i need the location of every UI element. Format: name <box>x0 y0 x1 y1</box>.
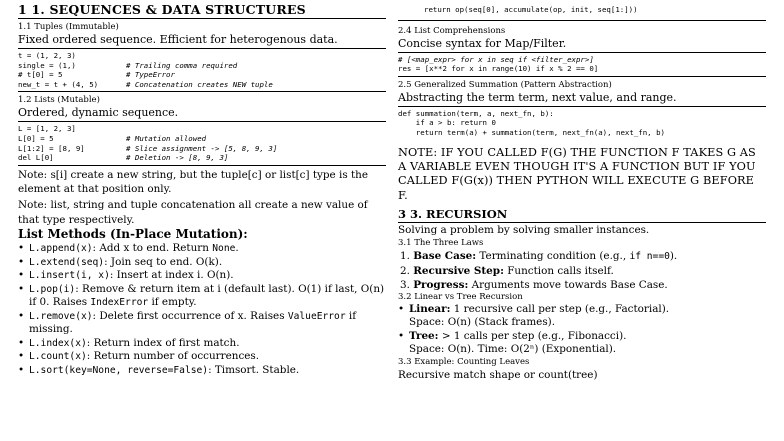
comprehensions-lead: Concise syntax for Map/Filter. <box>398 37 766 53</box>
code-text: L = [1, 2, 3] <box>18 124 76 134</box>
law-code: if n==0 <box>629 250 670 262</box>
accumulate-return-code: return op(seq[0], accumulate(op, init, seq[1:])) <box>398 0 766 21</box>
code-comment: # Mutation allowed <box>126 133 207 143</box>
code-line <box>18 70 386 80</box>
recursion-type-label: Tree: <box>409 329 439 342</box>
code-line <box>18 153 386 163</box>
code-text: res = [x**2 for x in range(10) if x % 2 == 0] <box>398 64 599 74</box>
list-methods <box>18 242 386 377</box>
method-signature: L.sort(key=None, reverse=False) <box>29 364 209 376</box>
subsection-title-summation: 2.5 Generalized Summation (Pattern Abstraction) <box>398 79 612 90</box>
method-description: : Timsort. Stable. <box>208 363 300 376</box>
method-tail: O(n). <box>206 269 234 282</box>
subsection-title-lists: 1.2 Lists (Mutable) <box>18 95 100 106</box>
method-description: : Join seq to end. <box>104 255 196 268</box>
method-signature: L.index(x) <box>29 337 87 349</box>
list-method-item <box>18 350 386 364</box>
law-item <box>398 264 766 278</box>
law-label: Progress: <box>413 278 469 291</box>
list-method-item <box>18 283 386 310</box>
method-return: ValueError <box>287 310 346 322</box>
section-title-sequences: 1 1. SEQUENCES & DATA STRUCTURES <box>18 0 386 19</box>
code-text: t = (1, 2, 3) <box>18 51 76 60</box>
code-line: if a > b: return 0 <box>398 118 496 128</box>
recursion-type-line2: Space: O(n). Time: O(2ⁿ) (Exponential). <box>409 343 617 356</box>
list-methods-title: List Methods (In-Place Mutation): <box>18 227 248 242</box>
note-concatenation: Note: list, string and tuple concatenation all create a new value of that type respectively. <box>18 198 368 226</box>
code-line <box>18 61 386 71</box>
method-description: : Return number of occurrences. <box>86 350 260 363</box>
subsection-title-linear-tree: 3.2 Linear vs Tree Recursion <box>398 291 523 302</box>
tuples-code-block <box>18 49 386 92</box>
code-text: L[1:2] = [8, 9] <box>18 143 85 153</box>
law-item <box>398 249 766 264</box>
code-line: def summation(term, a, next_fn, b): <box>398 108 554 118</box>
note-string-indexing: Note: s[i] create a new string, but the tuple[c] or list[c] type is the element at that position only. <box>18 168 368 196</box>
method-signature: L.extend(seq) <box>29 256 105 268</box>
method-tail: if missing. <box>29 309 357 336</box>
subsection-title-tuples: 1.1 Tuples (Immutable) <box>18 22 119 32</box>
right-column <box>398 0 766 382</box>
code-line <box>18 80 386 90</box>
code-comment: # Concatenation creates NEW tuple <box>126 79 273 89</box>
code-line <box>398 64 766 74</box>
method-tail: if empty. <box>148 296 197 309</box>
method-description: : Add x to end. Return <box>92 242 213 255</box>
recursion-lead: Solving a problem by solving smaller instances. <box>398 224 650 237</box>
code-line <box>18 51 386 61</box>
section-title-recursion: 3 3. RECURSION <box>398 207 766 223</box>
method-signature: L.insert(i, x) <box>29 270 110 282</box>
law-text: Terminating condition (e.g., <box>476 249 630 262</box>
method-tail: . <box>235 242 239 255</box>
method-signature: L.pop(i) <box>29 283 76 295</box>
method-signature: L.count(x) <box>29 351 87 363</box>
code-text: L[0] = 5 <box>18 133 54 143</box>
law-number: 3. <box>400 278 414 291</box>
code-text: del L[0] <box>18 153 54 163</box>
summation-code-block <box>398 107 766 140</box>
comprehensions-code-block <box>398 53 766 77</box>
code-line <box>18 144 386 154</box>
recursion-type-line2: Space: O(n) (Stack frames). <box>409 316 556 329</box>
subsection-title-comprehensions: 2.4 List Comprehensions <box>398 25 506 36</box>
linear-tree-list <box>398 303 766 357</box>
subsection-title-laws: 3.1 The Three Laws <box>398 237 484 248</box>
method-description: : Remove & return item at i (default last). O(1) if last, O(n) if 0. Raises <box>29 282 385 309</box>
lists-lead: Ordered, dynamic sequence. <box>18 106 386 122</box>
law-tail: ). <box>669 249 678 262</box>
method-tail: O(k). <box>195 255 223 268</box>
recursion-type-item <box>398 303 766 330</box>
law-text: Arguments move towards Base Case. <box>468 278 668 291</box>
code-line <box>18 134 386 144</box>
code-text: new_t = t + (4, 5) <box>18 79 99 89</box>
recursion-type-label: Linear: <box>409 302 451 315</box>
code-line <box>18 124 386 134</box>
method-return: IndexError <box>90 297 149 309</box>
list-method-item <box>18 310 386 337</box>
example-lead: Recursive match shape or count(tree) <box>398 368 598 381</box>
recursion-type-line1: 1 recursive call per step (e.g., Factorial). <box>450 302 670 315</box>
left-column <box>18 0 386 377</box>
method-signature: L.append(x) <box>29 243 93 255</box>
code-text: # t[0] = 5 <box>18 70 63 80</box>
lists-code-block <box>18 122 386 165</box>
code-comment: # [<map_expr> for x in seq if <filter_expr>] <box>398 54 594 64</box>
code-comment: # Deletion -> [8, 9, 3] <box>126 153 229 163</box>
list-method-item <box>18 269 386 283</box>
list-method-item <box>18 256 386 270</box>
law-label: Base Case: <box>413 249 477 262</box>
three-laws-list <box>398 249 766 292</box>
law-number: 2. <box>400 264 414 277</box>
subsection-title-example: 3.3 Example: Counting Leaves <box>398 356 530 367</box>
tuples-lead: Fixed ordered sequence. Efficient for heterogenous data. <box>18 33 386 49</box>
list-method-item <box>18 337 386 351</box>
law-text: Function calls itself. <box>503 264 614 277</box>
list-method-item <box>18 364 386 378</box>
code-comment: # TypeError <box>126 70 175 80</box>
code-line: return term(a) + summation(term, next_fn(a), next_fn, b) <box>398 127 665 137</box>
recursion-type-item <box>398 330 766 357</box>
method-description: : Delete first occurrence of x. Raises <box>92 309 288 322</box>
code-line <box>398 55 766 65</box>
code-comment: # Trailing comma required <box>126 60 238 70</box>
law-item <box>398 278 766 292</box>
list-method-item <box>18 242 386 256</box>
method-description: : Return index of first match. <box>86 336 240 349</box>
code-text: single = (1,) <box>18 60 76 70</box>
recursion-type-line1: > 1 calls per step (e.g., Fibonacci). <box>438 329 627 342</box>
method-return: None <box>212 243 236 255</box>
summation-lead: Abstracting the term term, next value, and range. <box>398 91 766 107</box>
method-signature: L.remove(x) <box>29 310 93 322</box>
law-number: 1. <box>400 249 414 262</box>
method-description: : Insert at index i. <box>109 269 207 282</box>
caps-note: NOTE: IF YOU CALLED F(G) THE FUNCTION F TAKES G AS A VARIABLE EVEN THOUGH IT'S A FUNCTION BUT IF YOU CALLED F(G(x)) THEN PYTHON WILL EXECUTE G BEFORE F. <box>398 145 756 202</box>
code-comment: # Slice assignment -> [5, 8, 9, 3] <box>126 143 278 153</box>
law-label: Recursive Step: <box>413 264 504 277</box>
